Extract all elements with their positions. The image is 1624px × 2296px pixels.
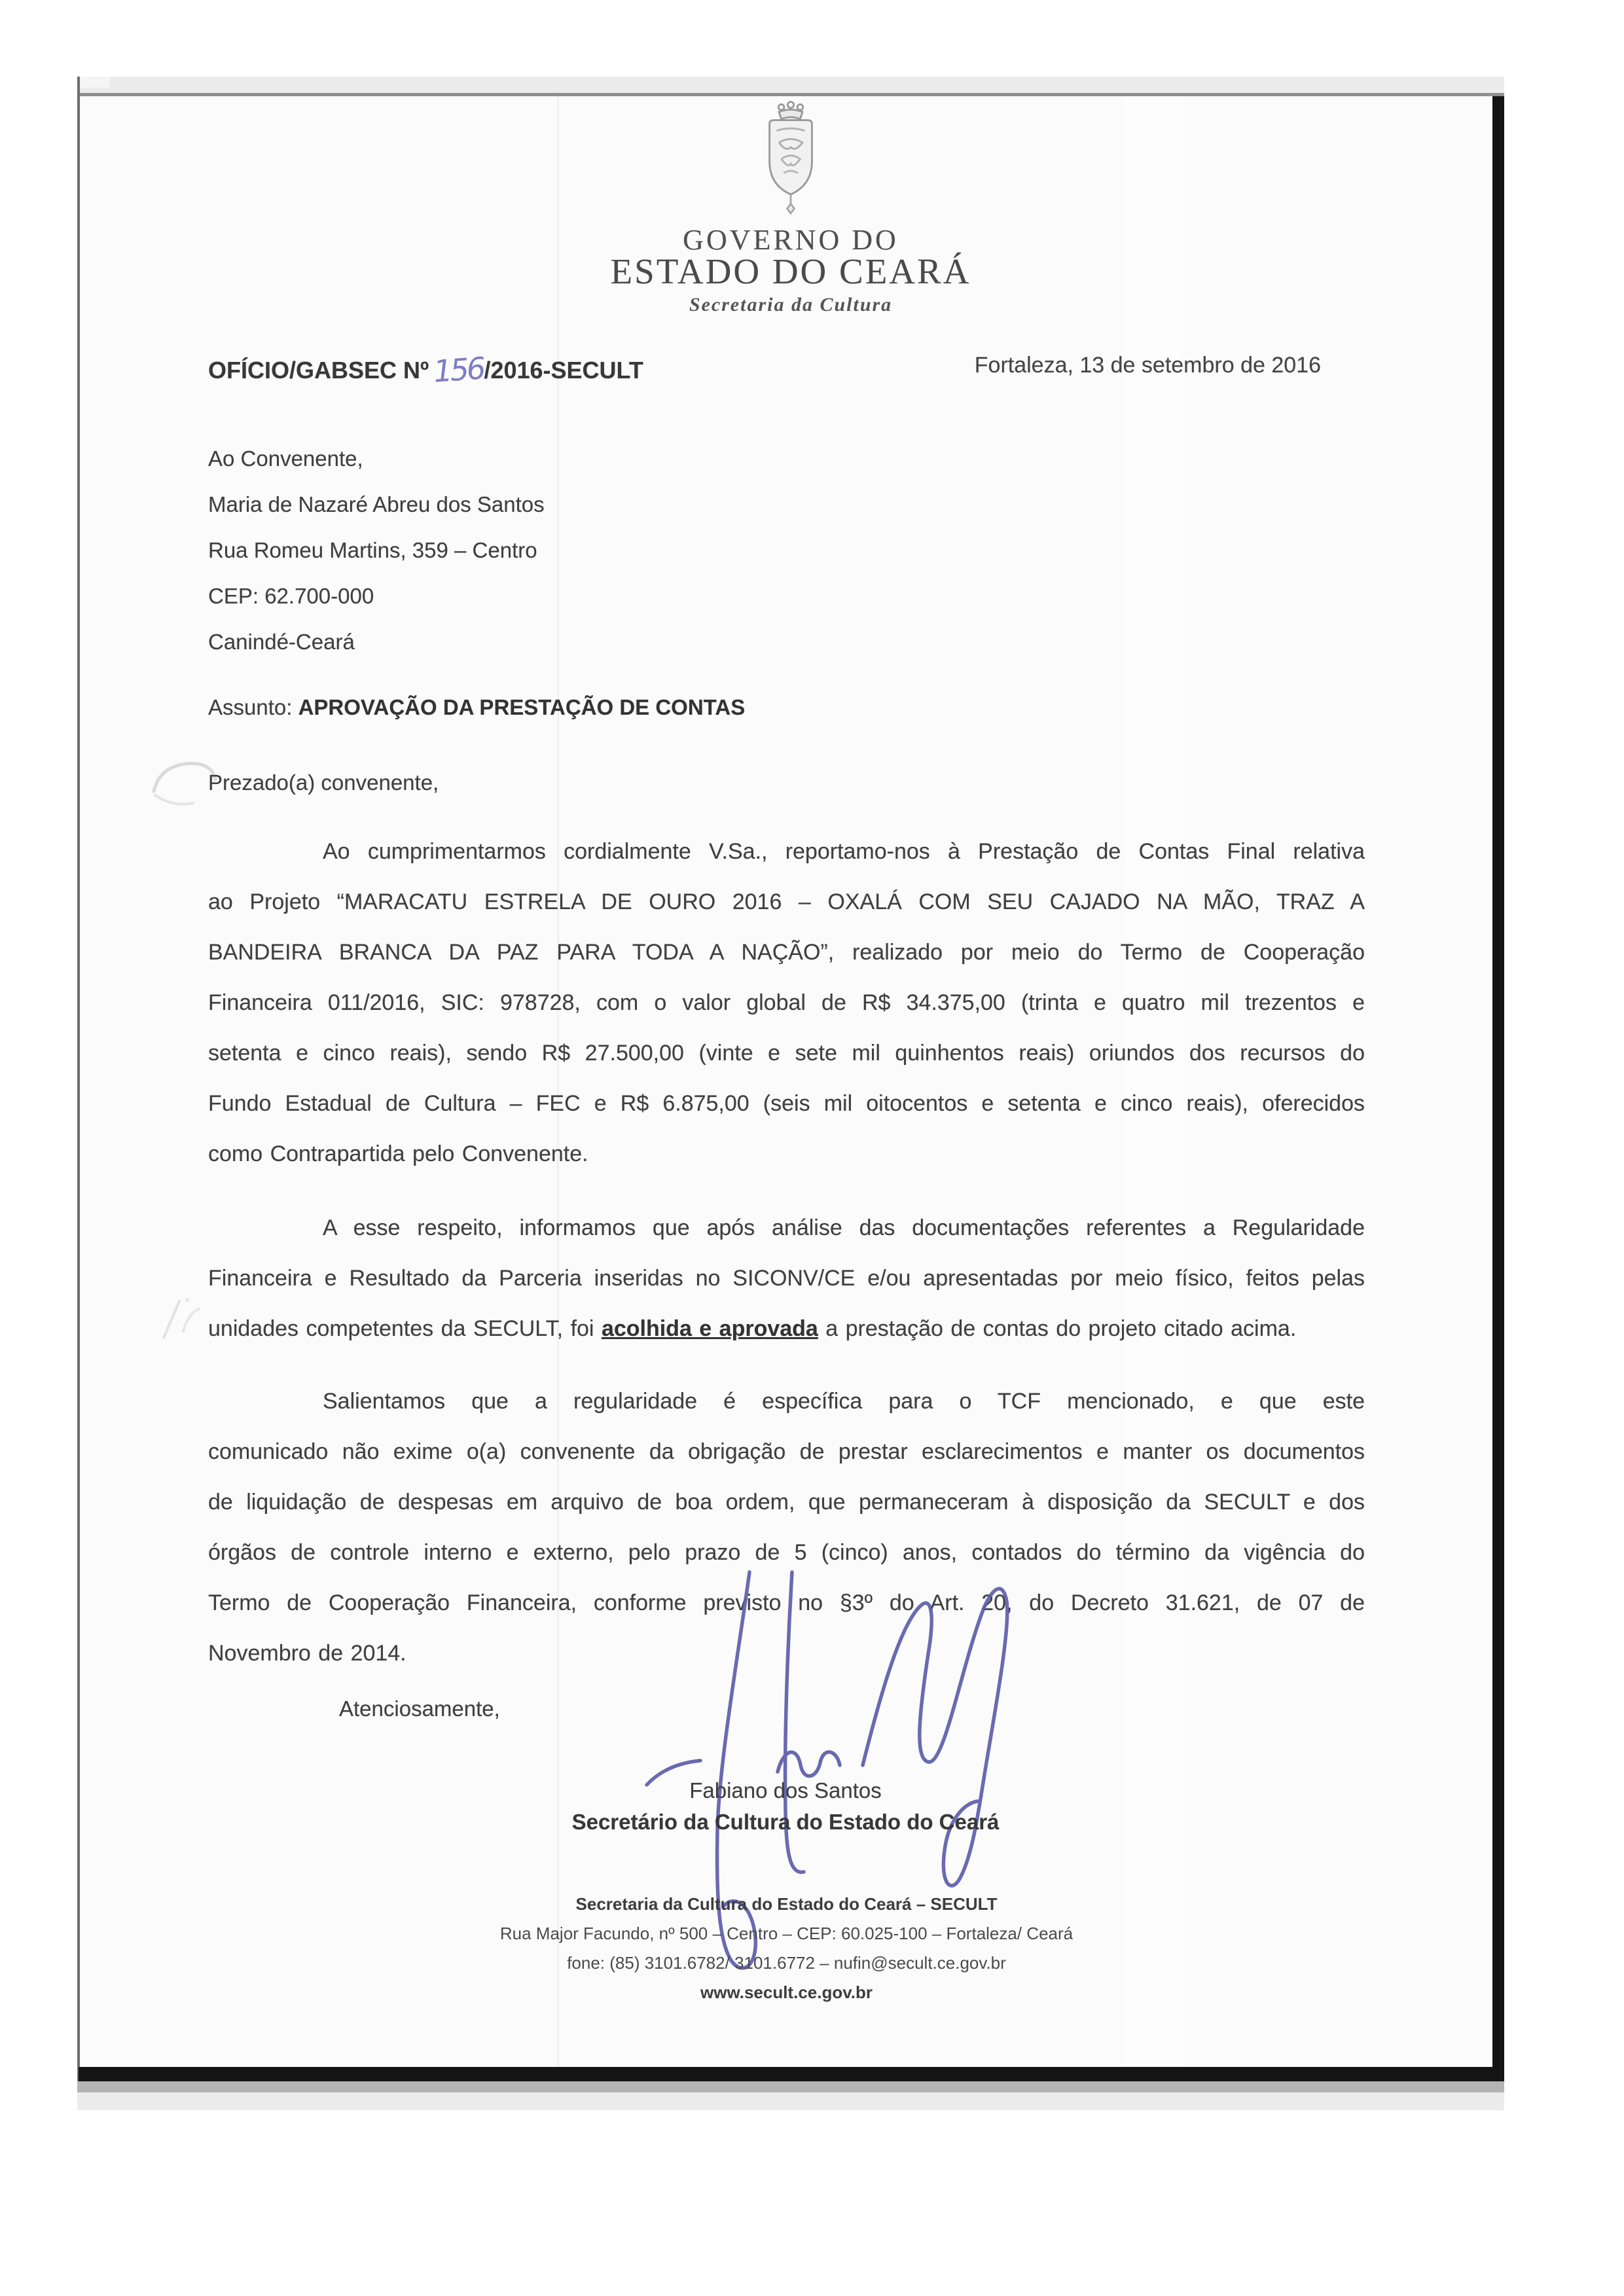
paragraph-line: setenta e cinco reais), sendo R$ 27.500,00 (vinte e sete mil quinhentos reais) oriundos dos recursos do [208,1041,1365,1066]
recipient-line: Ao Convenente, [208,446,363,471]
scan-right-black-edge [1492,96,1504,2081]
paragraph-line: BANDEIRA BRANCA DA PAZ PARA TODA A NAÇÃO”, realizado por meio do Termo de Cooperação [208,940,1365,965]
footer-phone-email: fone: (85) 3101.6782/ 3101.6772 – nufin@secult.ce.gov.br [567,1953,1006,1973]
paragraph-2 [208,1215,1365,1316]
paragraph-line: ao Projeto “MARACATU ESTRELA DE OURO 2016 – OXALÁ COM SEU CAJADO NA MÃO, TRAZ A [208,889,1365,914]
scan-top-notch [80,77,110,88]
ceara-coat-of-arms-icon [755,99,826,219]
reference-row [208,350,1365,389]
recipient-line: CEP: 62.700-000 [208,584,374,608]
paragraph-line: órgãos de controle interno e externo, pelo prazo de 5 (cinco) anos, contados do término da vigência do [208,1540,1365,1565]
scan-top-edge [77,77,1504,93]
subject-label: Assunto: [208,695,293,719]
paragraph-line: como Contrapartida pelo Convenente. [208,1141,588,1166]
paragraph-line: comunicado não exime o(a) convenente da obrigação de prestar esclarecimentos e manter os documentos [208,1439,1365,1464]
oficio-number-prefix: OFÍCIO/GABSEC Nº [208,357,429,384]
scan-top-edge-line [77,93,1504,96]
scan-bottom-black-edge [79,2067,1504,2081]
valediction: Atenciosamente, [339,1696,500,1721]
recipient-block [208,446,863,675]
paragraph-line: A esse respeito, informamos que após análise das documentações referentes a Regularidade [323,1215,1365,1240]
government-line-1: GOVERNO DO [683,224,899,256]
signer-name: Fabiano dos Santos [689,1778,882,1803]
paragraph-line: Salientamos que a regularidade é específica para o TCF mencionado, e que este [323,1389,1365,1414]
scan-under-strip-light [77,2092,1504,2110]
subject-row [208,695,745,720]
recipient-line: Maria de Nazaré Abreu dos Santos [208,492,545,516]
paragraph-1 [208,839,1365,1192]
paragraph-line: Termo de Cooperação Financeira, conforme previsto no §3º do Art. 20, do Decreto 31.621, de 07 de [208,1590,1365,1615]
scan-under-strip-dark [77,2081,1504,2092]
footer-website: www.secult.ce.gov.br [700,1982,873,2002]
faint-pencil-scribble-mark-icon [149,1291,211,1346]
footer-org: Secretaria da Cultura do Estado do Ceará – SECULT [575,1894,998,1914]
paragraph-line: de liquidação de despesas em arquivo de boa ordem, que permaneceram à disposição da SECULT e dos [208,1490,1365,1515]
paragraph-2-last-line [208,1316,1365,1367]
paragraph-line: Ao cumprimentarmos cordialmente V.Sa., reportamo-nos à Prestação de Contas Final relativa [323,839,1365,864]
paragraph-line: Financeira 011/2016, SIC: 978728, com o valor global de R$ 34.375,00 (trinta e quatro mil trezentos e [208,990,1365,1015]
paragraph-line: Financeira e Resultado da Parceria inseridas no SICONV/CE e/ou apresentadas por meio físico, feitos pelas [208,1266,1365,1291]
signer-title: Secretário da Cultura do Estado do Ceará [571,1810,1000,1834]
recipient-line: Canindé-Ceará [208,630,355,654]
handwritten-office-number: 156 [432,350,484,389]
signature-block [327,1778,1244,1835]
scan-left-edge [77,77,80,2081]
recipient-line: Rua Romeu Martins, 359 – Centro [208,538,537,562]
city-date: Fortaleza, 13 de setembro de 2016 [974,353,1321,378]
government-line-2: ESTADO DO CEARÁ [610,251,971,291]
footer-address: Rua Major Facundo, nº 500 – Centro – CEP: 60.025-100 – Fortaleza/ Ceará [499,1924,1074,1943]
footer-block [208,1890,1365,2007]
paragraph-line: Fundo Estadual de Cultura – FEC e R$ 6.875,00 (seis mil oitocentos e setenta e cinco reais), oferecidos [208,1091,1365,1116]
subject-value: APROVAÇÃO DA PRESTAÇÃO DE CONTAS [298,695,746,719]
oficio-number-suffix: /2016-SECULT [484,357,643,384]
p2-after: a prestação de contas do projeto citado acima. [818,1316,1297,1341]
salutation: Prezado(a) convenente, [208,770,439,795]
letterhead-department: Secretaria da Cultura [689,294,893,315]
p2-emphasis: acolhida e aprovada [601,1316,818,1341]
scanned-letter-page [77,77,1504,2081]
p2-before: unidades competentes da SECULT, foi [208,1316,602,1341]
paragraph-line: Novembro de 2014. [208,1641,406,1666]
